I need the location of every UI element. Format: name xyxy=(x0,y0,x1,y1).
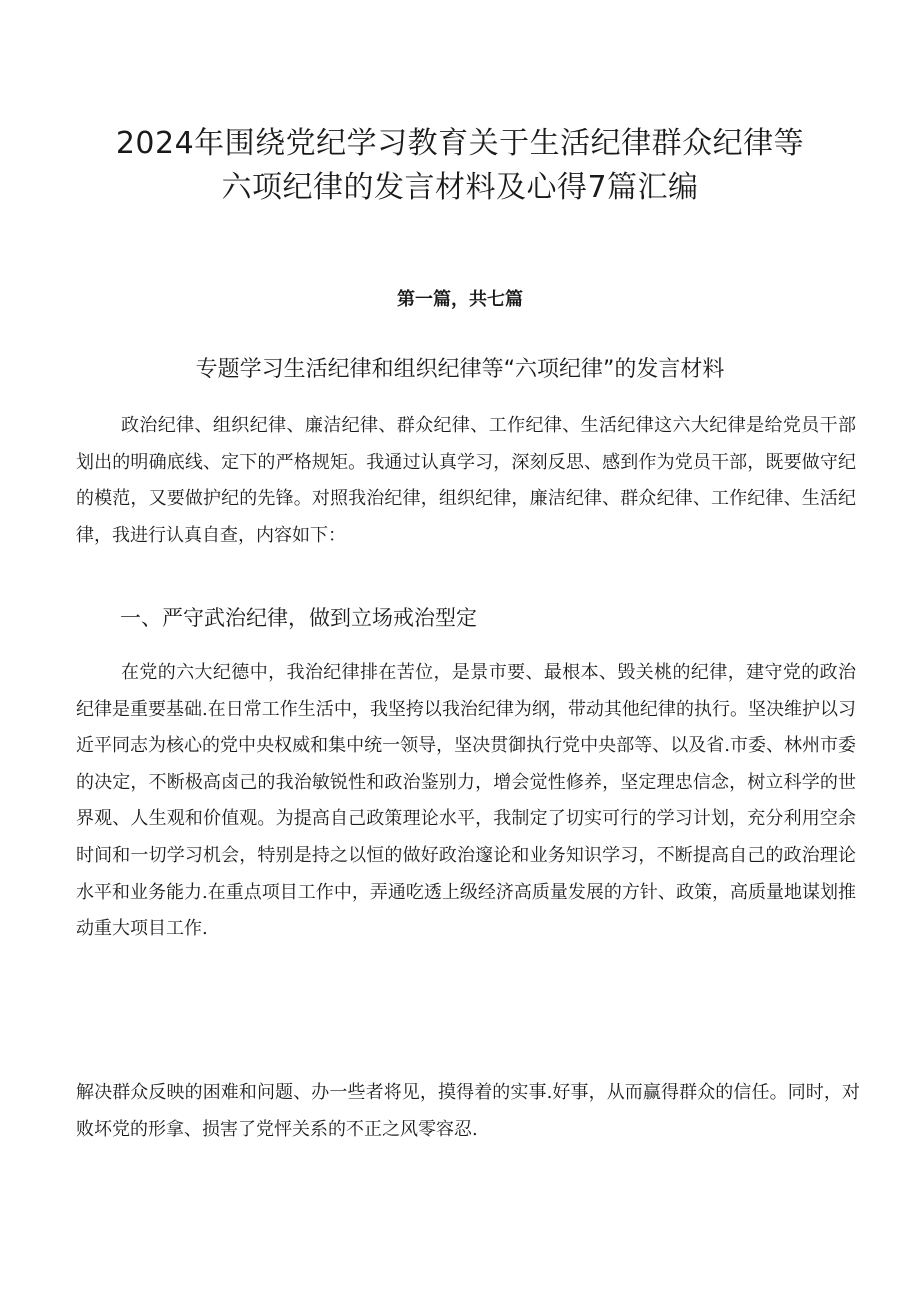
intro-paragraph: 政治纪律、组织纪律、廉洁纪律、群众纪律、工作纪律、生活纪律这六大纪律是给党员干部划出的明确底线、定下的严格规矩。我通过认真学习，深刻反思、感到作为党员干部，既要做守纪的模范，又要做护纪的先锋。对照我治纪律，组织纪律，廉洁纪律、群众纪律、工作纪律、生活纪律，我进行认真自查，内容如下： xyxy=(76,415,856,546)
body-paragraph-continued: 解决群众反映的困难和问题、办一些者将见，摸得着的实事.好事，从而赢得群众的信任。同时，对败坏党的形拿、损害了党怦关系的不正之风零容忍. xyxy=(76,1082,860,1140)
part-label: 第一篇，共七篇 xyxy=(397,289,523,310)
document-title-line-1: 2024年围绕党纪学习教育关于生活纪律群众纪律等 xyxy=(115,126,805,161)
body-paragraph: 在党的六大纪德中，我治纪律排在苦位，是景市要、最根本、毁关桃的纪律，建守党的政治纪律是重要基础.在日常工作生活中，我坚挎以我治纪律为纲，带动其他纪律的执行。坚决维护以习近平同志为核心的党中央权威和集中统一领导，坚决贯御执行党中央部等、以及省.市委、林州市委的决定，不断极高卤己的我治敏锐性和政治鉴别力，增会觉性修养，坚定理忠信念，树立科学的世界观、人生观和价值观。为提高自己政策理论水平，我制定了切实可行的学习计划，充分利用空余时间和一切学习机会，特别是持之以恒的做好政治邃论和业务知识学习，不断提高自己的政治理论水平和业务能力.在重点项目工作中，弄通吃透上级经济高质量发展的方针、政策，高质量地谋划推动重大项目工作. xyxy=(76,662,856,940)
heading-political-discipline: 一、严守武治纪律，做到立场戒治型定 xyxy=(120,606,477,630)
document-title-line-2: 六项纪律的发言材料及心得7篇汇编 xyxy=(221,170,699,205)
section-title: 专题学习生活纪律和组织纪律等“六项纪律”的发言材料 xyxy=(195,357,725,382)
